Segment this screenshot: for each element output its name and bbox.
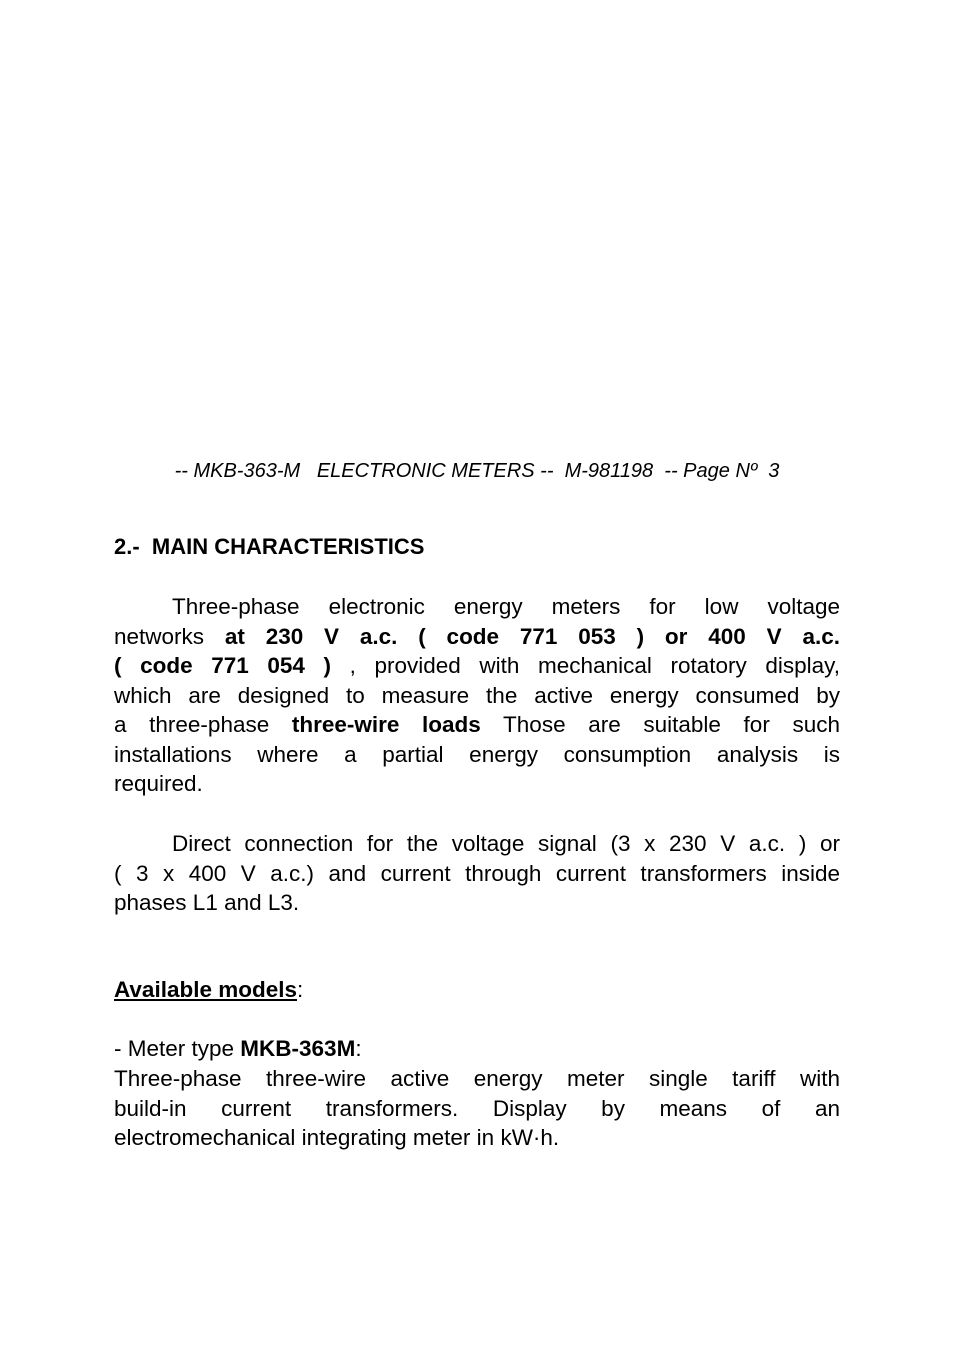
- code-highlight: ( code 771 054 ): [114, 653, 332, 678]
- paragraph-line: installations where a partial energy consumption analysis is: [114, 741, 840, 767]
- paragraph-line: phases L1 and L3.: [114, 890, 300, 915]
- meter-type-line: [114, 1034, 362, 1064]
- paragraph-text: Three-phase electronic energy meters for low voltage: [172, 594, 840, 619]
- paragraph-text: a three-phase: [114, 712, 292, 737]
- section-title: 2.- MAIN CHARACTERISTICS: [114, 534, 425, 559]
- meter-description: [114, 1064, 840, 1153]
- paragraph-line: Three-phase three-wire active energy meter single tariff with: [114, 1066, 840, 1091]
- paragraph-line: [114, 592, 840, 622]
- paragraph-text: Direct connection for the voltage signal (3 x 230 V a.c. ) or: [172, 831, 840, 856]
- page-header: -- MKB-363-M ELECTRONIC METERS -- M-981198 -- Page Nº 3: [174, 460, 780, 482]
- paragraph-line: build-in current transformers. Display by means of an: [114, 1095, 840, 1121]
- paragraph-line: ( 3 x 400 V a.c.) and current through current transformers inside: [114, 860, 840, 886]
- available-models-heading: [114, 975, 303, 1005]
- meter-type-prefix: - Meter type: [114, 1036, 241, 1061]
- connection-paragraph: [114, 829, 840, 918]
- characteristics-paragraph: [114, 592, 840, 799]
- paragraph-text: Those are suitable for such: [480, 712, 840, 737]
- meter-model-name: MKB-363M: [240, 1036, 356, 1061]
- paragraph-line: which are designed to measure the active energy consumed by: [114, 682, 840, 708]
- available-models-label: Available models: [114, 977, 297, 1002]
- loads-highlight: three-wire loads: [291, 712, 481, 737]
- paragraph-line: [114, 710, 840, 740]
- paragraph-line: [114, 829, 840, 859]
- heading-colon: :: [297, 977, 304, 1002]
- meter-type-colon: :: [355, 1036, 362, 1061]
- paragraph-line: required.: [114, 771, 203, 796]
- paragraph-line: [114, 622, 840, 652]
- paragraph-text: networks: [114, 623, 225, 649]
- paragraph-line: [114, 651, 840, 681]
- voltage-code-highlight: at 230 V a.c. ( code 771 053 ) or 400 V a.c.: [224, 623, 840, 649]
- paragraph-text: , provided with mechanical rotatory display,: [331, 653, 840, 678]
- paragraph-line: electromechanical integrating meter in kW·h.: [114, 1125, 560, 1150]
